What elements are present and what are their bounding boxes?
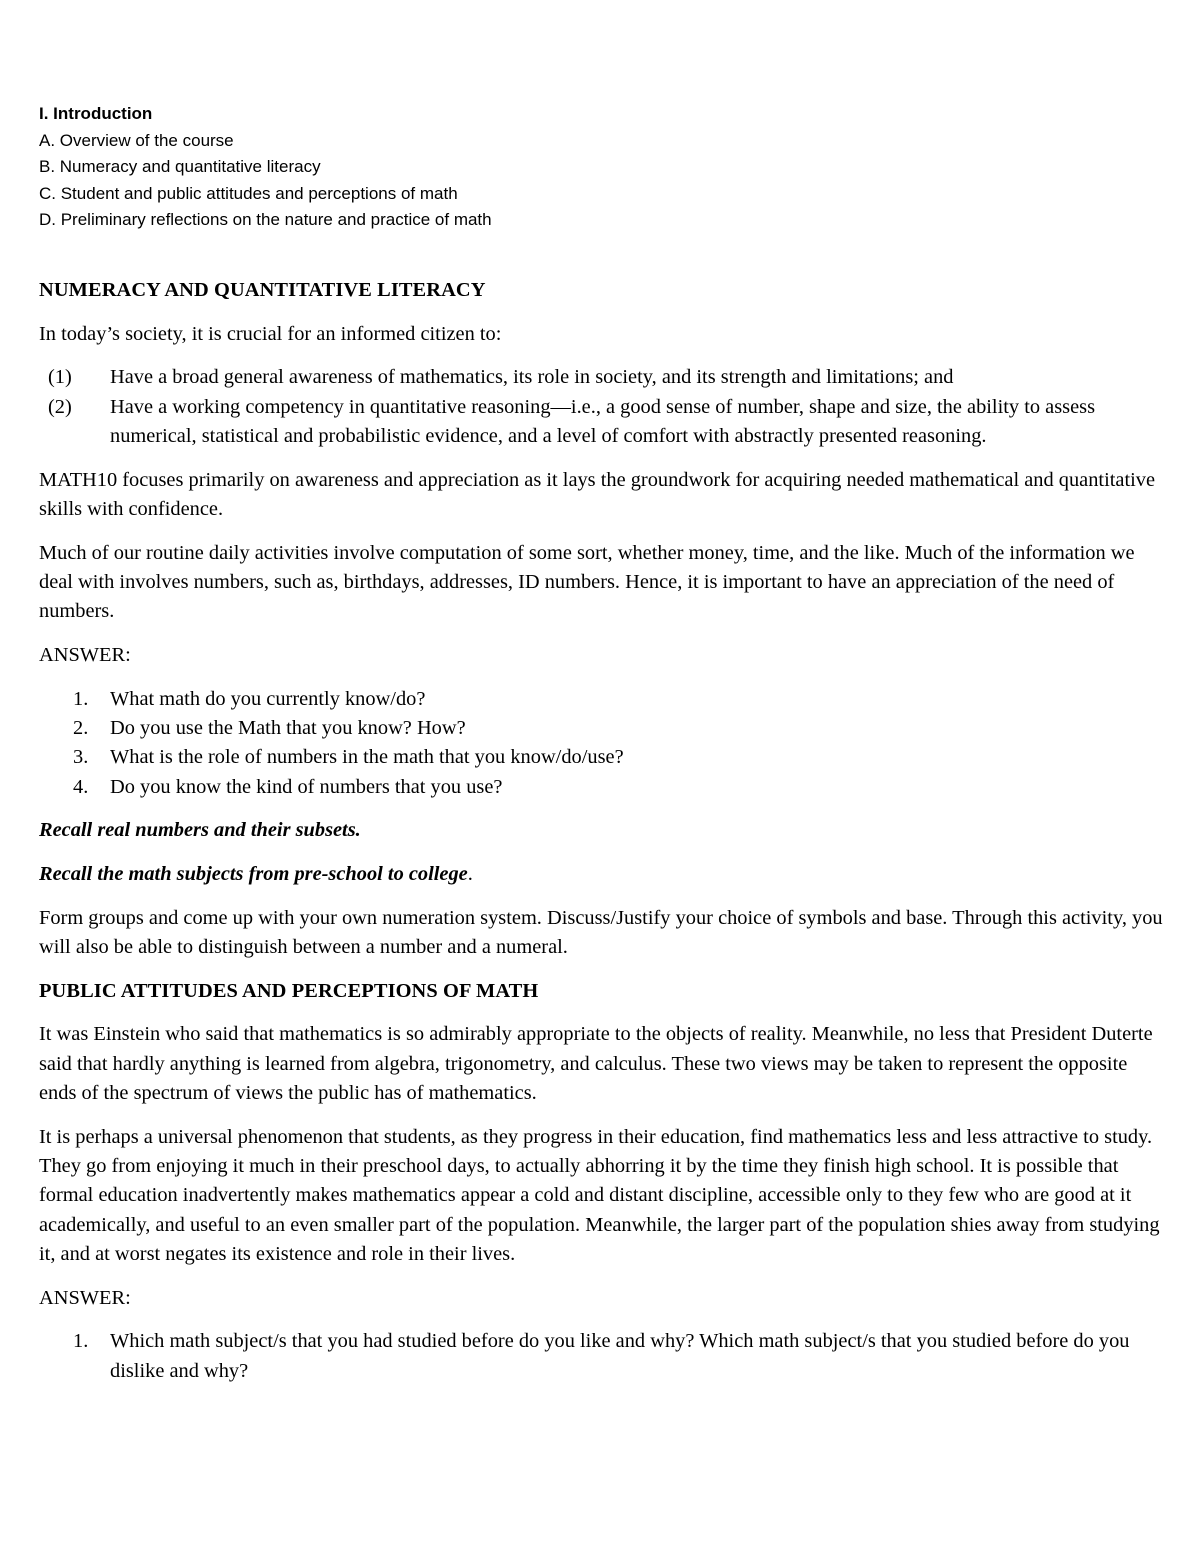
question-item [39, 773, 1164, 802]
question-number: 1. [73, 687, 89, 710]
recall-math-subjects-period: . [467, 863, 473, 885]
question-number: 2. [73, 717, 89, 739]
question-number: 3. [73, 746, 89, 769]
daily-activities-paragraph: Much of our routine daily activities involve computation of some sort, whether money, time, and the like. Much of the information we deal with involves numbers, such as, birthdays, addresses, ID numbers. Hence, it is important to have an appreciation of the need of numbers. [39, 541, 1135, 623]
question-text: What math do you currently know/do? [110, 687, 426, 710]
list-item-number: (1) [48, 366, 72, 389]
recall-math-subjects [39, 860, 1164, 889]
list-item [39, 393, 1164, 452]
list-item-number: (2) [48, 395, 72, 418]
outline-title: I. Introduction [39, 104, 153, 123]
question-number: 1. [73, 1330, 89, 1353]
outline-item: D. Preliminary reflections on the nature and practice of math [39, 210, 492, 229]
section-heading-numeracy: NUMERACY AND QUANTITATIVE LITERACY [39, 279, 486, 301]
einstein-paragraph: It was Einstein who said that mathematics is so admirably appropriate to the objects of reality. Meanwhile, no less that President Duterte said that hardly anything is learned from algebra, trigonometry, and calculus. These two views may be taken to represent the opposite ends of the spectrum of views the public has of mathematics. [39, 1023, 1153, 1104]
numeration-activity-paragraph: Form groups and come up with your own numeration system. Discuss/Justify your choice of symbols and base. Through this activity, you will also be able to distinguish between a number and a numeral. [39, 906, 1163, 958]
question-item [39, 714, 1164, 743]
question-list [39, 685, 1164, 803]
intro-paragraph: In today’s society, it is crucial for an informed citizen to: [39, 322, 502, 345]
course-outline [39, 101, 492, 234]
list-item-text: Have a broad general awareness of mathematics, its role in society, and its strength and limitations; and [110, 366, 954, 389]
answer-label: ANSWER: [39, 644, 131, 666]
list-item-text: Have a working competency in quantitative reasoning—i.e., a good sense of number, shape and size, the ability to assess numerical, statistical and probabilistic evidence, and a level of comfort with abstractly presented reasoning. [110, 395, 1096, 447]
question-text: Do you know the kind of numbers that you use? [110, 775, 503, 798]
question-text: What is the role of numbers in the math that you know/do/use? [110, 746, 624, 769]
question-item [39, 685, 1164, 714]
list-item [39, 363, 1164, 392]
question-number: 4. [73, 775, 89, 798]
section-heading-attitudes: PUBLIC ATTITUDES AND PERCEPTIONS OF MATH [39, 979, 539, 1002]
question-list [39, 1327, 1164, 1386]
question-item [39, 743, 1164, 772]
question-item [39, 1327, 1164, 1386]
answer-label: ANSWER: [39, 1286, 131, 1309]
question-text: Which math subject/s that you had studied before do you like and why? Which math subject/s that you studied before do you dislike and why? [110, 1330, 1130, 1382]
phenomenon-paragraph: It is perhaps a universal phenomenon that students, as they progress in their education, find mathematics less and less attractive to study. They go from enjoying it much in their preschool days, to actually abhorring it by the time they finish high school. It is possible that formal education inadvertently makes mathematics appear a cold and distant discipline, accessible only to they few who are good at it academically, and useful to an even smaller part of the population. Meanwhile, the larger part of the population shies away from studying it, and at worst negates its existence and role in their lives. [39, 1125, 1160, 1266]
recall-real-numbers: Recall real numbers and their subsets. [39, 819, 361, 842]
math10-paragraph: MATH10 focuses primarily on awareness and appreciation as it lays the groundwork for acquiring needed mathematical and quantitative skills with confidence. [39, 468, 1156, 520]
citizen-requirements-list [39, 363, 1164, 451]
document-body [39, 276, 1164, 1400]
outline-item: A. Overview of the course [39, 130, 234, 150]
outline-item: C. Student and public attitudes and perceptions of math [39, 183, 458, 203]
question-text: Do you use the Math that you know? How? [110, 717, 466, 739]
outline-item: B. Numeracy and quantitative literacy [39, 157, 321, 176]
recall-math-subjects-text: Recall the math subjects from pre-school to college [39, 863, 468, 885]
